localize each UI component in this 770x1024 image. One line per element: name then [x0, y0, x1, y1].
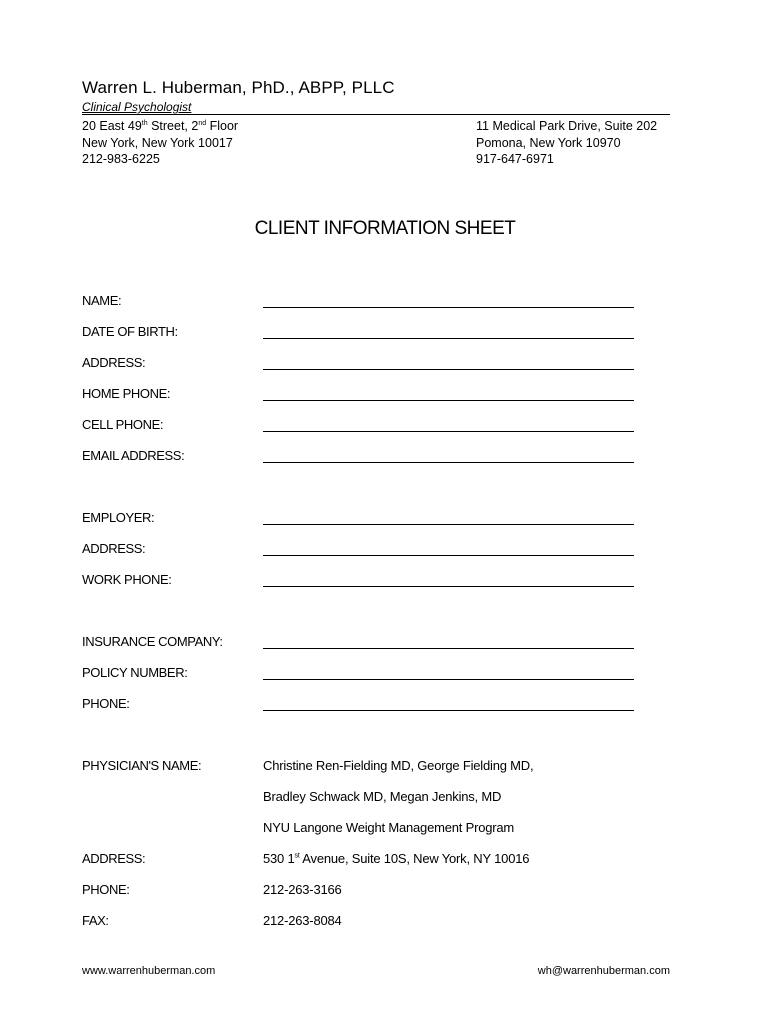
employer-label: EMPLOYER:	[82, 510, 155, 525]
physician-names-line2: Bradley Schwack MD, Megan Jenkins, MD	[263, 789, 502, 804]
policy-number-blank[interactable]	[263, 679, 634, 680]
page-title: CLIENT INFORMATION SHEET	[254, 218, 516, 239]
policy-number-field	[82, 665, 634, 685]
home-phone-field	[82, 386, 634, 406]
physician-fax-value: 212-263-8084	[263, 913, 342, 928]
address-blank[interactable]	[263, 369, 634, 370]
name-blank[interactable]	[263, 307, 634, 308]
insurance-phone-blank[interactable]	[263, 710, 634, 711]
insurance-company-label: INSURANCE COMPANY:	[82, 634, 223, 649]
footer-email[interactable]: wh@warrenhuberman.com	[537, 965, 670, 977]
physician-phone-label: PHONE:	[82, 882, 130, 897]
work-phone-blank[interactable]	[263, 586, 634, 587]
policy-number-label: POLICY NUMBER:	[82, 665, 188, 680]
insurance-company-field	[82, 634, 634, 654]
address-field	[82, 355, 634, 375]
insurance-phone-label: PHONE:	[82, 696, 130, 711]
practice-name: Warren L. Huberman, PhD., ABPP, PLLC	[82, 78, 395, 97]
physician-address-field	[82, 851, 634, 871]
office-right-city: Pomona, New York 10970	[476, 135, 621, 150]
practitioner-title: Clinical Psychologist	[82, 100, 670, 115]
office-left	[82, 118, 238, 168]
email-blank[interactable]	[263, 462, 634, 463]
letterhead	[82, 78, 670, 168]
physician-fax-field	[82, 913, 634, 933]
insurance-phone-field	[82, 696, 634, 716]
work-phone-field	[82, 572, 634, 592]
home-phone-label: HOME PHONE:	[82, 386, 171, 401]
office-left-city: New York, New York 10017	[82, 135, 233, 150]
dob-blank[interactable]	[263, 338, 634, 339]
office-left-phone: 212-983-6225	[82, 152, 160, 166]
physician-fax-label: FAX:	[82, 913, 109, 928]
physician-names-line1: Christine Ren-Fielding MD, George Fielding MD,	[263, 758, 534, 773]
cell-phone-label: CELL PHONE:	[82, 417, 164, 432]
cell-phone-blank[interactable]	[263, 431, 634, 432]
office-right-street: 11 Medical Park Drive, Suite 202	[476, 119, 658, 133]
home-phone-blank[interactable]	[263, 400, 634, 401]
employer-address-field	[82, 541, 634, 561]
employer-blank[interactable]	[263, 524, 634, 525]
physician-line3	[82, 820, 634, 840]
name-label: NAME:	[82, 293, 122, 308]
dob-label: DATE OF BIRTH:	[82, 324, 178, 339]
physician-program: NYU Langone Weight Management Program	[263, 820, 515, 835]
employer-address-blank[interactable]	[263, 555, 634, 556]
dob-field	[82, 324, 634, 344]
physician-address-label: ADDRESS:	[82, 851, 146, 866]
physician-field	[82, 758, 634, 778]
email-field	[82, 448, 634, 468]
work-phone-label: WORK PHONE:	[82, 572, 172, 587]
employer-field	[82, 510, 634, 530]
employer-address-label: ADDRESS:	[82, 541, 146, 556]
email-label: EMAIL ADDRESS:	[82, 448, 185, 463]
insurance-company-blank[interactable]	[263, 648, 634, 649]
office-left-street: 20 East 49th Street, 2nd Floor	[82, 119, 239, 133]
physician-label: PHYSICIAN'S NAME:	[82, 758, 202, 773]
physician-line2	[82, 789, 634, 809]
office-right-phone: 917-647-6971	[476, 152, 554, 166]
physician-phone-value: 212-263-3166	[263, 882, 342, 897]
name-field	[82, 293, 634, 313]
cell-phone-field	[82, 417, 634, 437]
physician-address-value: 530 1st Avenue, Suite 10S, New York, NY 10016	[263, 851, 530, 866]
footer-website[interactable]: www.warrenhuberman.com	[82, 965, 216, 977]
office-right	[476, 118, 670, 168]
physician-phone-field	[82, 882, 634, 902]
office-addresses	[82, 118, 670, 168]
address-label: ADDRESS:	[82, 355, 146, 370]
